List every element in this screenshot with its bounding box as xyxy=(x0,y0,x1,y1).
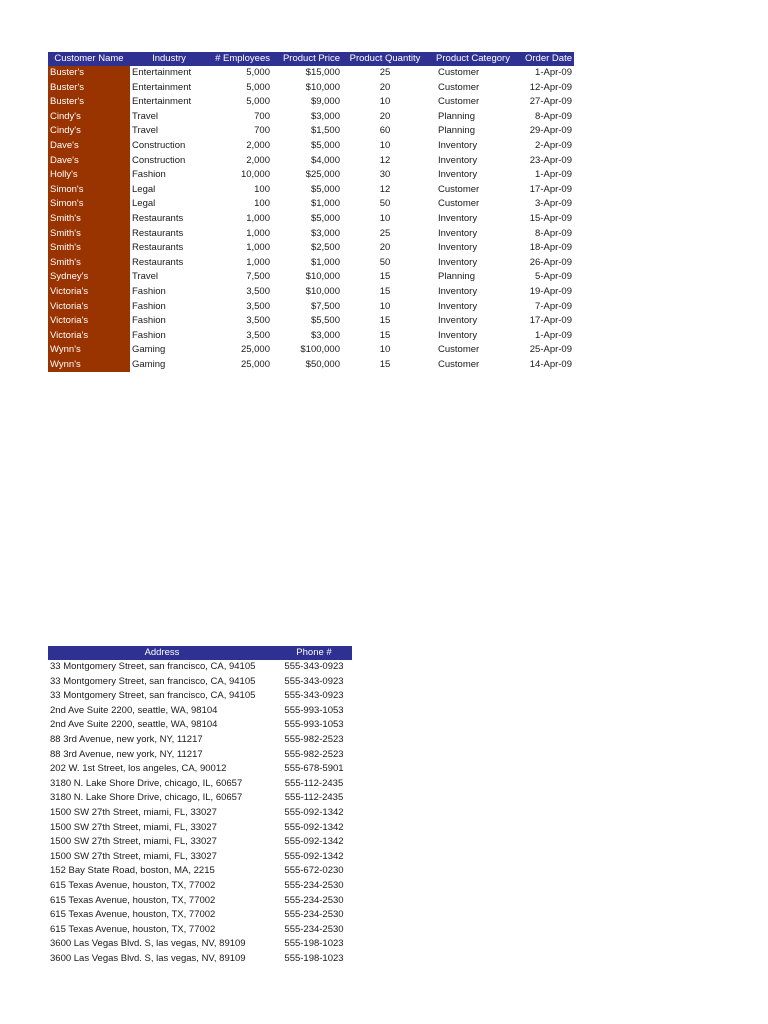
order-date-cell: 18-Apr-09 xyxy=(529,242,572,254)
product-category-cell: Customer xyxy=(438,67,480,78)
address-cell: 615 Texas Avenue, houston, TX, 77002 xyxy=(50,923,216,935)
product-category-cell: Inventory xyxy=(438,227,478,239)
table-row xyxy=(48,675,352,690)
product-category-cell: Inventory xyxy=(438,169,478,181)
phone-cell: 555-993-1053 xyxy=(284,719,344,731)
product-price-cell: $4,000 xyxy=(310,154,340,166)
table-row xyxy=(48,139,574,154)
customer-name-cell: Sydney's xyxy=(48,270,130,285)
industry-cell: Entertainment xyxy=(132,67,192,78)
customer-name-cell: Victoria's xyxy=(48,314,130,329)
table-row xyxy=(48,197,574,212)
customer-name-cell: Dave's xyxy=(48,154,130,169)
product-price-cell: $50,000 xyxy=(305,358,340,370)
industry-cell: Gaming xyxy=(132,358,166,370)
customer-name-cell: Wynn's xyxy=(48,358,130,373)
customer-name-cell: Smith's xyxy=(48,241,130,256)
table-row xyxy=(48,894,352,909)
phone-cell: 555-678-5901 xyxy=(284,763,344,775)
product-quantity-cell: 50 xyxy=(379,256,391,268)
product-category-cell: Customer xyxy=(438,96,480,108)
product-category-cell: Inventory xyxy=(438,329,478,341)
customer-name-cell: Victoria's xyxy=(48,300,130,315)
order-date-cell: 15-Apr-09 xyxy=(529,212,572,224)
table-row xyxy=(48,806,352,821)
address-cell: 88 3rd Avenue, new york, NY, 11217 xyxy=(50,733,203,745)
industry-cell: Fashion xyxy=(132,169,166,181)
order-date-cell: 3-Apr-09 xyxy=(535,198,572,210)
product-price-cell: $5,000 xyxy=(310,139,340,151)
employees-cell: 25,000 xyxy=(240,358,270,370)
product-quantity-cell: 60 xyxy=(379,125,391,137)
col-header-employees: # Employees xyxy=(208,52,272,66)
product-quantity-cell: 12 xyxy=(379,154,391,166)
industry-cell: Fashion xyxy=(132,285,166,297)
product-quantity-cell: 12 xyxy=(379,183,391,195)
order-date-cell: 12-Apr-09 xyxy=(529,81,572,93)
customer-name-cell: Victoria's xyxy=(48,285,130,300)
address-cell: 88 3rd Avenue, new york, NY, 11217 xyxy=(50,748,203,760)
col-header-customer-name: Customer Name xyxy=(48,52,130,66)
table-row xyxy=(48,241,574,256)
product-price-cell: $25,000 xyxy=(305,169,340,181)
phone-cell: 555-993-1053 xyxy=(284,704,344,716)
customer-name-cell: Wynn's xyxy=(48,343,130,358)
table-row xyxy=(48,183,574,198)
col-header-industry: Industry xyxy=(130,52,208,66)
industry-cell: Gaming xyxy=(132,344,166,356)
order-date-cell: 14-Apr-09 xyxy=(529,358,572,370)
table-row xyxy=(48,110,574,125)
order-date-cell: 5-Apr-09 xyxy=(535,271,572,283)
customer-name-cell: Simon's xyxy=(48,197,130,212)
table-row xyxy=(48,704,352,719)
customer-name-cell: Smith's xyxy=(48,256,130,271)
industry-cell: Fashion xyxy=(132,329,166,341)
col-header-order-date: Order Date xyxy=(518,52,574,66)
col-header-address: Address xyxy=(48,646,276,660)
product-category-cell: Inventory xyxy=(438,315,478,327)
product-quantity-cell: 20 xyxy=(379,242,391,254)
customer-name-cell: Buster's xyxy=(48,81,130,96)
customer-name-cell: Simon's xyxy=(48,183,130,198)
customer-name-cell: Smith's xyxy=(48,212,130,227)
table-row xyxy=(48,343,574,358)
employees-cell: 1,000 xyxy=(246,212,270,224)
address-cell: 2nd Ave Suite 2200, seattle, WA, 98104 xyxy=(50,704,218,716)
orders-header-row xyxy=(48,52,574,66)
phone-cell: 555-092-1342 xyxy=(284,821,344,833)
table-row xyxy=(48,923,352,938)
product-price-cell: $3,000 xyxy=(310,110,340,122)
industry-cell: Travel xyxy=(132,125,159,137)
product-category-cell: Planning xyxy=(438,125,475,137)
table-row xyxy=(48,937,352,952)
product-category-cell: Inventory xyxy=(438,256,478,268)
address-cell: 33 Montgomery Street, san francisco, CA, 94105 xyxy=(50,661,256,672)
product-price-cell: $10,000 xyxy=(305,81,340,93)
employees-cell: 700 xyxy=(254,110,270,122)
product-quantity-cell: 10 xyxy=(379,139,391,151)
employees-cell: 10,000 xyxy=(240,169,270,181)
employees-cell: 100 xyxy=(254,198,270,210)
order-date-cell: 17-Apr-09 xyxy=(529,315,572,327)
phone-cell: 555-982-2523 xyxy=(284,733,344,745)
product-category-cell: Inventory xyxy=(438,242,478,254)
phone-cell: 555-092-1342 xyxy=(284,836,344,848)
product-price-cell: $10,000 xyxy=(305,285,340,297)
employees-cell: 2,000 xyxy=(246,154,270,166)
product-category-cell: Planning xyxy=(438,110,475,122)
product-price-cell: $1,500 xyxy=(310,125,340,137)
order-date-cell: 1-Apr-09 xyxy=(535,329,572,341)
product-quantity-cell: 15 xyxy=(379,329,391,341)
col-header-phone: Phone # xyxy=(276,646,352,660)
product-category-cell: Inventory xyxy=(438,212,478,224)
customer-name-cell: Holly's xyxy=(48,168,130,183)
phone-cell: 555-234-2530 xyxy=(284,894,344,906)
product-price-cell: $5,000 xyxy=(310,183,340,195)
phone-cell: 555-343-0923 xyxy=(284,690,344,702)
phone-cell: 555-092-1342 xyxy=(284,806,344,818)
product-price-cell: $9,000 xyxy=(310,96,340,108)
address-cell: 1500 SW 27th Street, miami, FL, 33027 xyxy=(50,850,217,862)
table-row xyxy=(48,300,574,315)
customer-name-cell: Smith's xyxy=(48,227,130,242)
employees-cell: 3,500 xyxy=(246,329,270,341)
industry-cell: Travel xyxy=(132,110,159,122)
address-cell: 1500 SW 27th Street, miami, FL, 33027 xyxy=(50,836,217,848)
employees-cell: 1,000 xyxy=(246,242,270,254)
table-row xyxy=(48,660,352,675)
order-date-cell: 19-Apr-09 xyxy=(529,285,572,297)
product-price-cell: $15,000 xyxy=(305,67,340,78)
industry-cell: Restaurants xyxy=(132,242,184,254)
product-quantity-cell: 10 xyxy=(379,212,391,224)
employees-cell: 5,000 xyxy=(246,67,270,78)
address-cell: 202 W. 1st Street, los angeles, CA, 90012 xyxy=(50,763,227,775)
industry-cell: Construction xyxy=(132,154,186,166)
phone-cell: 555-343-0923 xyxy=(284,675,344,687)
employees-cell: 700 xyxy=(254,125,270,137)
industry-cell: Construction xyxy=(132,139,186,151)
industry-cell: Restaurants xyxy=(132,256,184,268)
product-quantity-cell: 30 xyxy=(379,169,391,181)
table-row xyxy=(48,81,574,96)
employees-cell: 3,500 xyxy=(246,285,270,297)
product-category-cell: Customer xyxy=(438,344,480,356)
product-price-cell: $5,000 xyxy=(310,212,340,224)
address-cell: 2nd Ave Suite 2200, seattle, WA, 98104 xyxy=(50,719,218,731)
orders-table xyxy=(48,52,574,372)
customer-name-cell: Buster's xyxy=(48,95,130,110)
order-date-cell: 1-Apr-09 xyxy=(535,67,572,78)
table-row xyxy=(48,835,352,850)
phone-cell: 555-982-2523 xyxy=(284,748,344,760)
product-quantity-cell: 20 xyxy=(379,81,391,93)
order-date-cell: 25-Apr-09 xyxy=(529,344,572,356)
employees-cell: 3,500 xyxy=(246,300,270,312)
product-category-cell: Inventory xyxy=(438,285,478,297)
employees-cell: 5,000 xyxy=(246,81,270,93)
address-cell: 152 Bay State Road, boston, MA, 2215 xyxy=(50,865,215,877)
table-row xyxy=(48,95,574,110)
table-row xyxy=(48,285,574,300)
phone-cell: 555-234-2530 xyxy=(284,879,344,891)
table-row xyxy=(48,329,574,344)
industry-cell: Legal xyxy=(132,183,156,195)
address-cell: 3600 Las Vegas Blvd. S, las vegas, NV, 89109 xyxy=(50,938,246,950)
table-row xyxy=(48,777,352,792)
order-date-cell: 27-Apr-09 xyxy=(529,96,572,108)
phone-cell: 555-092-1342 xyxy=(284,850,344,862)
product-category-cell: Inventory xyxy=(438,154,478,166)
product-quantity-cell: 20 xyxy=(379,110,391,122)
table-row xyxy=(48,689,352,704)
product-price-cell: $5,500 xyxy=(310,315,340,327)
address-cell: 615 Texas Avenue, houston, TX, 77002 xyxy=(50,909,216,921)
product-price-cell: $10,000 xyxy=(305,271,340,283)
product-category-cell: Customer xyxy=(438,81,480,93)
customer-name-cell: Buster's xyxy=(48,66,130,81)
industry-cell: Restaurants xyxy=(132,212,184,224)
employees-cell: 1,000 xyxy=(246,256,270,268)
contacts-table xyxy=(48,646,352,966)
employees-cell: 100 xyxy=(254,183,270,195)
customer-name-cell: Cindy's xyxy=(48,124,130,139)
phone-cell: 555-112-2435 xyxy=(284,792,344,804)
table-row xyxy=(48,733,352,748)
phone-cell: 555-234-2530 xyxy=(284,923,344,935)
order-date-cell: 17-Apr-09 xyxy=(529,183,572,195)
phone-cell: 555-198-1023 xyxy=(284,938,344,950)
col-header-product-category: Product Category xyxy=(428,52,518,66)
customer-name-cell: Dave's xyxy=(48,139,130,154)
table-row xyxy=(48,908,352,923)
order-date-cell: 29-Apr-09 xyxy=(529,125,572,137)
order-date-cell: 7-Apr-09 xyxy=(535,300,572,312)
phone-cell: 555-234-2530 xyxy=(284,909,344,921)
address-cell: 1500 SW 27th Street, miami, FL, 33027 xyxy=(50,821,217,833)
address-cell: 3180 N. Lake Shore Drive, chicago, IL, 60657 xyxy=(50,777,243,789)
product-quantity-cell: 10 xyxy=(379,300,391,312)
address-cell: 33 Montgomery Street, san francisco, CA, 94105 xyxy=(50,675,256,687)
address-cell: 33 Montgomery Street, san francisco, CA, 94105 xyxy=(50,690,256,702)
product-price-cell: $7,500 xyxy=(310,300,340,312)
table-row xyxy=(48,66,574,81)
table-row xyxy=(48,270,574,285)
table-row xyxy=(48,358,574,373)
table-row xyxy=(48,748,352,763)
table-row xyxy=(48,212,574,227)
product-quantity-cell: 25 xyxy=(379,67,391,78)
employees-cell: 25,000 xyxy=(240,344,270,356)
product-price-cell: $100,000 xyxy=(300,344,340,356)
product-price-cell: $2,500 xyxy=(310,242,340,254)
employees-cell: 7,500 xyxy=(246,271,270,283)
order-date-cell: 2-Apr-09 xyxy=(535,139,572,151)
employees-cell: 5,000 xyxy=(246,96,270,108)
product-price-cell: $1,000 xyxy=(310,256,340,268)
address-cell: 3180 N. Lake Shore Drive, chicago, IL, 60657 xyxy=(50,792,243,804)
employees-cell: 3,500 xyxy=(246,315,270,327)
table-row xyxy=(48,879,352,894)
table-row xyxy=(48,124,574,139)
order-date-cell: 26-Apr-09 xyxy=(529,256,572,268)
table-row xyxy=(48,762,352,777)
product-category-cell: Customer xyxy=(438,183,480,195)
product-category-cell: Planning xyxy=(438,271,475,283)
address-cell: 615 Texas Avenue, houston, TX, 77002 xyxy=(50,894,216,906)
table-row xyxy=(48,791,352,806)
employees-cell: 2,000 xyxy=(246,139,270,151)
table-row xyxy=(48,850,352,865)
industry-cell: Entertainment xyxy=(132,81,192,93)
table-row xyxy=(48,314,574,329)
address-cell: 3600 Las Vegas Blvd. S, las vegas, NV, 89109 xyxy=(50,952,246,964)
product-quantity-cell: 50 xyxy=(379,198,391,210)
phone-cell: 555-112-2435 xyxy=(284,777,344,789)
product-category-cell: Inventory xyxy=(438,300,478,312)
address-cell: 615 Texas Avenue, houston, TX, 77002 xyxy=(50,879,216,891)
address-cell: 1500 SW 27th Street, miami, FL, 33027 xyxy=(50,806,217,818)
product-quantity-cell: 15 xyxy=(379,285,391,297)
product-category-cell: Customer xyxy=(438,198,480,210)
col-header-product-price: Product Price xyxy=(272,52,342,66)
phone-cell: 555-343-0923 xyxy=(284,661,344,672)
industry-cell: Travel xyxy=(132,271,159,283)
product-price-cell: $3,000 xyxy=(310,227,340,239)
product-price-cell: $1,000 xyxy=(310,198,340,210)
table-row xyxy=(48,227,574,242)
table-row xyxy=(48,718,352,733)
phone-cell: 555-672-0230 xyxy=(284,865,344,877)
order-date-cell: 8-Apr-09 xyxy=(535,110,572,122)
industry-cell: Fashion xyxy=(132,315,166,327)
order-date-cell: 1-Apr-09 xyxy=(535,169,572,181)
product-category-cell: Inventory xyxy=(438,139,478,151)
col-header-product-quantity: Product Quantity xyxy=(342,52,428,66)
customer-name-cell: Victoria's xyxy=(48,329,130,344)
table-row xyxy=(48,168,574,183)
product-quantity-cell: 10 xyxy=(379,96,391,108)
customer-name-cell: Cindy's xyxy=(48,110,130,125)
phone-cell: 555-198-1023 xyxy=(284,952,344,964)
employees-cell: 1,000 xyxy=(246,227,270,239)
table-row xyxy=(48,864,352,879)
industry-cell: Restaurants xyxy=(132,227,184,239)
product-price-cell: $3,000 xyxy=(310,329,340,341)
table-row xyxy=(48,952,352,967)
table-row xyxy=(48,256,574,271)
product-category-cell: Customer xyxy=(438,358,480,370)
industry-cell: Fashion xyxy=(132,300,166,312)
table-row xyxy=(48,154,574,169)
industry-cell: Legal xyxy=(132,198,156,210)
product-quantity-cell: 15 xyxy=(379,271,391,283)
product-quantity-cell: 15 xyxy=(379,358,391,370)
table-row xyxy=(48,821,352,836)
order-date-cell: 23-Apr-09 xyxy=(529,154,572,166)
product-quantity-cell: 10 xyxy=(379,344,391,356)
product-quantity-cell: 25 xyxy=(379,227,391,239)
industry-cell: Entertainment xyxy=(132,96,192,108)
product-quantity-cell: 15 xyxy=(379,315,391,327)
contacts-header-row xyxy=(48,646,352,660)
order-date-cell: 8-Apr-09 xyxy=(535,227,572,239)
